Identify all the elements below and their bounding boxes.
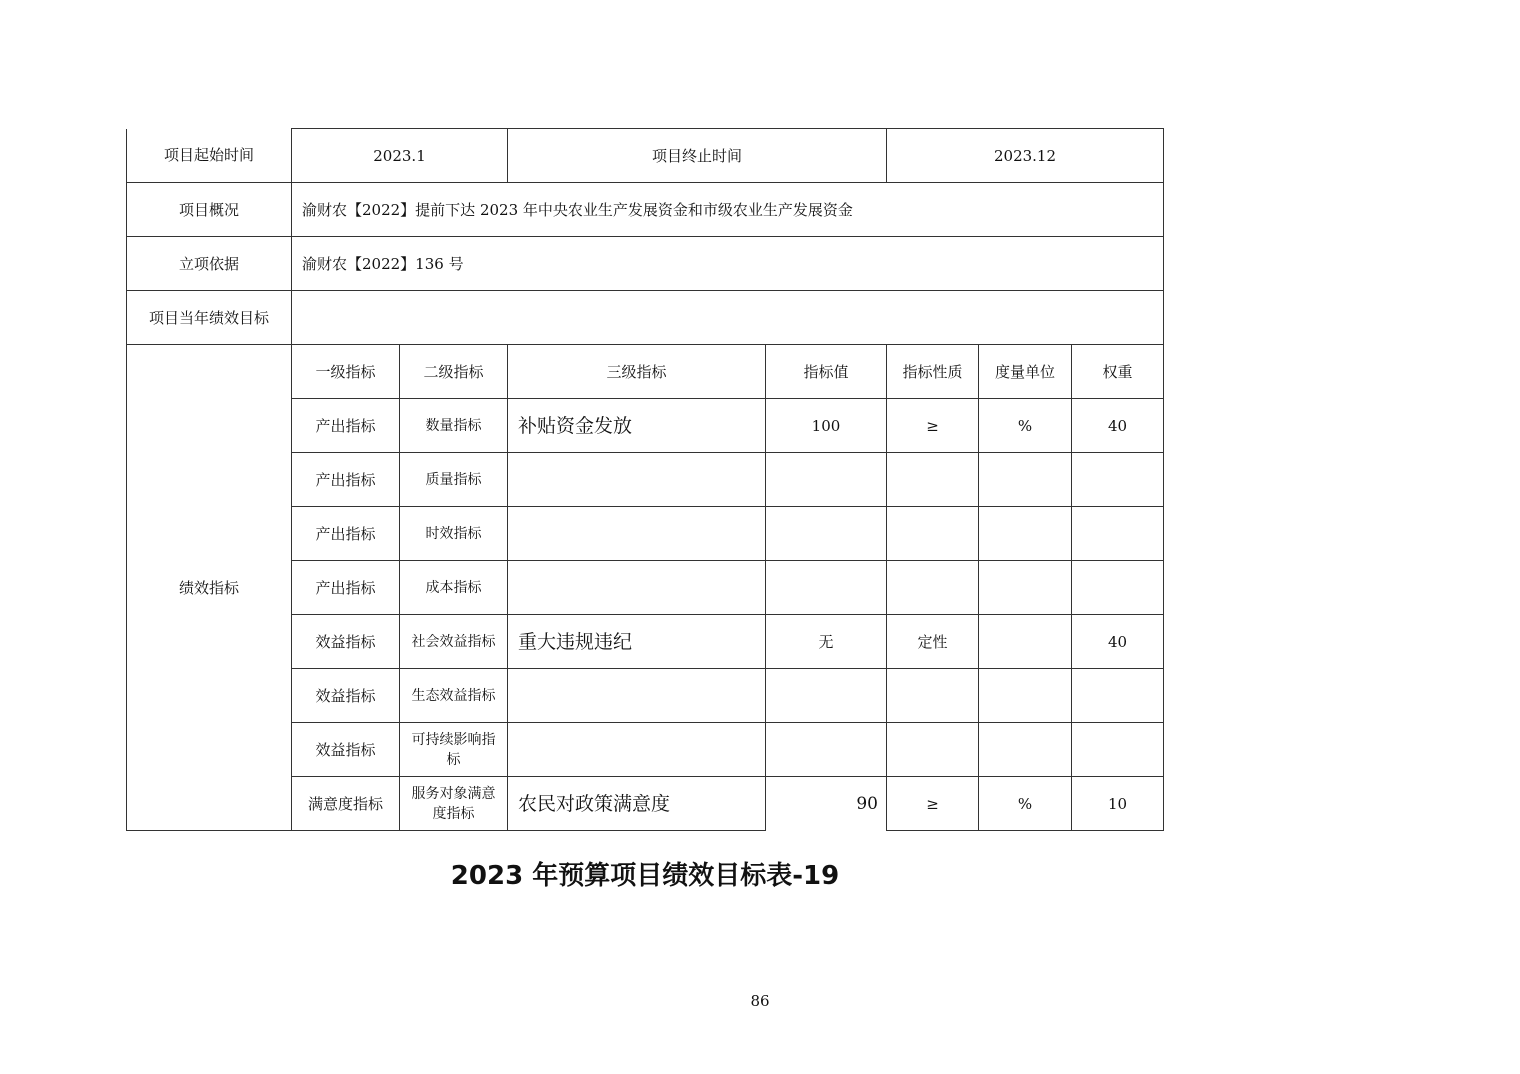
unit-cell: % — [979, 777, 1072, 831]
unit-cell — [979, 507, 1072, 561]
unit-cell — [979, 723, 1072, 777]
column-header: 指标性质 — [887, 345, 979, 399]
indicator-nature-cell — [887, 507, 979, 561]
column-header: 指标值 — [766, 345, 887, 399]
basis-label: 立项依据 — [127, 237, 292, 291]
indicator-value-cell — [766, 507, 887, 561]
performance-target-table — [126, 128, 1164, 831]
indicator-nature-cell: 定性 — [887, 615, 979, 669]
goal-value — [292, 291, 1164, 345]
indicator-value-cell — [766, 669, 887, 723]
goal-label: 项目当年绩效目标 — [127, 291, 292, 345]
goal-row — [127, 291, 1164, 345]
indicator-value-cell — [766, 561, 887, 615]
level3-cell — [508, 561, 766, 615]
weight-cell — [1072, 453, 1164, 507]
level1-cell: 产出指标 — [292, 507, 400, 561]
start-end-row — [127, 129, 1164, 183]
weight-cell: 40 — [1072, 399, 1164, 453]
performance-indicator-label: 绩效指标 — [127, 345, 292, 831]
page-number: 86 — [750, 992, 770, 1010]
indicator-nature-cell: ≥ — [887, 777, 979, 831]
level2-cell: 数量指标 — [400, 399, 508, 453]
end-time-label: 项目终止时间 — [508, 129, 887, 183]
overview-row — [127, 183, 1164, 237]
indicator-value-cell — [766, 723, 887, 777]
level2-cell: 可持续影响指标 — [400, 723, 508, 777]
indicator-nature-cell: ≥ — [887, 399, 979, 453]
indicator-nature-cell — [887, 561, 979, 615]
level3-cell — [508, 453, 766, 507]
document-title: 2023 年预算项目绩效目标表-19 — [450, 861, 840, 891]
weight-cell — [1072, 723, 1164, 777]
column-header: 一级指标 — [292, 345, 400, 399]
weight-cell — [1072, 669, 1164, 723]
indicator-header-row — [127, 345, 1164, 399]
overview-label: 项目概况 — [127, 183, 292, 237]
basis-row — [127, 237, 1164, 291]
indicator-value-cell: 无 — [766, 615, 887, 669]
column-header: 三级指标 — [508, 345, 766, 399]
column-header: 二级指标 — [400, 345, 508, 399]
indicator-value-cell: 90 — [766, 777, 887, 831]
unit-cell — [979, 453, 1072, 507]
weight-cell: 40 — [1072, 615, 1164, 669]
start-time-label: 项目起始时间 — [127, 129, 292, 183]
column-header: 度量单位 — [979, 345, 1072, 399]
level2-cell: 服务对象满意度指标 — [400, 777, 508, 831]
level2-cell: 成本指标 — [400, 561, 508, 615]
indicator-nature-cell — [887, 669, 979, 723]
weight-cell — [1072, 561, 1164, 615]
indicator-nature-cell — [887, 723, 979, 777]
basis-value: 渝财农【2022】136 号 — [292, 237, 1164, 291]
level1-cell: 产出指标 — [292, 453, 400, 507]
level3-cell — [508, 723, 766, 777]
level1-cell: 产出指标 — [292, 561, 400, 615]
level3-cell: 农民对政策满意度 — [508, 777, 766, 831]
indicator-value-cell — [766, 453, 887, 507]
level2-cell: 社会效益指标 — [400, 615, 508, 669]
level1-cell: 效益指标 — [292, 669, 400, 723]
level1-cell: 效益指标 — [292, 723, 400, 777]
level1-cell: 效益指标 — [292, 615, 400, 669]
level2-cell: 生态效益指标 — [400, 669, 508, 723]
unit-cell: % — [979, 399, 1072, 453]
level1-cell: 满意度指标 — [292, 777, 400, 831]
level2-cell: 质量指标 — [400, 453, 508, 507]
weight-cell: 10 — [1072, 777, 1164, 831]
end-time-value: 2023.12 — [887, 129, 1164, 183]
weight-cell — [1072, 507, 1164, 561]
unit-cell — [979, 669, 1072, 723]
start-time-value: 2023.1 — [292, 129, 508, 183]
level3-cell — [508, 507, 766, 561]
unit-cell — [979, 561, 1072, 615]
level3-cell: 补贴资金发放 — [508, 399, 766, 453]
indicator-nature-cell — [887, 453, 979, 507]
level1-cell: 产出指标 — [292, 399, 400, 453]
column-header: 权重 — [1072, 345, 1164, 399]
indicator-value-cell: 100 — [766, 399, 887, 453]
unit-cell — [979, 615, 1072, 669]
level2-cell: 时效指标 — [400, 507, 508, 561]
level3-cell: 重大违规违纪 — [508, 615, 766, 669]
level3-cell — [508, 669, 766, 723]
overview-value: 渝财农【2022】提前下达 2023 年中央农业生产发展资金和市级农业生产发展资金 — [292, 183, 1164, 237]
